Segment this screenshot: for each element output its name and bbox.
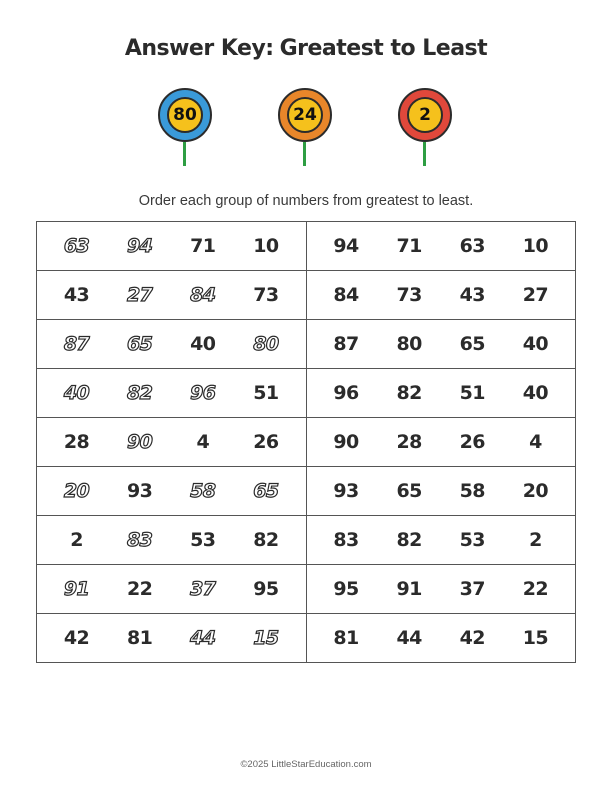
answer-number: 80 xyxy=(396,333,422,355)
answer-number: 95 xyxy=(333,578,359,600)
answer-cell xyxy=(306,418,576,467)
answer-number: 53 xyxy=(459,529,486,551)
problem-number: 2 xyxy=(70,529,83,551)
table-row xyxy=(37,222,576,271)
title-prefix: Answer Key: xyxy=(124,36,274,61)
flower-icon xyxy=(398,88,452,168)
problem-number: 37 xyxy=(190,578,216,600)
answer-number: 81 xyxy=(333,627,359,649)
problem-cell xyxy=(37,418,307,467)
problem-cell xyxy=(37,565,307,614)
flower-stem xyxy=(303,142,306,166)
answer-number: 26 xyxy=(459,431,486,453)
table-row xyxy=(37,369,576,418)
answer-number: 42 xyxy=(459,627,486,649)
problem-number: 44 xyxy=(190,627,216,649)
flower-icon xyxy=(158,88,212,168)
problem-number: 81 xyxy=(126,627,153,649)
answer-number: 43 xyxy=(459,284,486,306)
answer-cell xyxy=(306,369,576,418)
answer-cell xyxy=(306,467,576,516)
instructions: Order each group of numbers from greatest to least. xyxy=(138,193,474,209)
answer-number: 71 xyxy=(396,235,422,257)
problem-number: 26 xyxy=(253,431,279,453)
problem-number: 65 xyxy=(253,480,279,502)
problem-cell xyxy=(37,222,307,271)
problem-number: 40 xyxy=(190,333,216,355)
flower-number: 80 xyxy=(173,105,197,125)
problem-number: 71 xyxy=(190,235,216,257)
answer-cell xyxy=(306,516,576,565)
answer-number: 65 xyxy=(459,333,486,355)
table-row xyxy=(37,418,576,467)
flower-illustrations xyxy=(0,88,612,168)
answer-cell xyxy=(306,320,576,369)
answer-number: 84 xyxy=(333,284,359,306)
problem-cell xyxy=(37,614,307,663)
answer-cell xyxy=(306,222,576,271)
problem-number: 58 xyxy=(190,480,216,502)
answer-cell xyxy=(306,614,576,663)
problem-number: 96 xyxy=(190,382,216,404)
problem-number: 4 xyxy=(196,431,210,453)
answer-number: 82 xyxy=(396,529,422,551)
problem-cell xyxy=(37,516,307,565)
answer-table xyxy=(36,221,576,663)
answer-number: 90 xyxy=(333,431,359,453)
flower-number: 24 xyxy=(293,105,317,125)
problem-number: 73 xyxy=(253,284,279,306)
table-row xyxy=(37,565,576,614)
problem-number: 40 xyxy=(63,382,90,404)
problem-number: 93 xyxy=(126,480,153,502)
answer-number: 20 xyxy=(522,480,549,502)
answer-number: 73 xyxy=(396,284,422,306)
answer-number: 87 xyxy=(333,333,359,355)
problem-number: 22 xyxy=(126,578,153,600)
problem-number: 53 xyxy=(190,529,216,551)
answer-number: 83 xyxy=(333,529,359,551)
problem-number: 51 xyxy=(253,382,279,404)
answer-number: 37 xyxy=(459,578,486,600)
answer-number: 28 xyxy=(396,431,422,453)
problem-number: 82 xyxy=(253,529,279,551)
answer-number: 27 xyxy=(522,284,549,306)
table-row xyxy=(37,320,576,369)
problem-number: 94 xyxy=(126,235,153,257)
answer-number: 40 xyxy=(522,382,549,404)
problem-number: 15 xyxy=(253,627,279,649)
problem-cell xyxy=(37,369,307,418)
answer-cell xyxy=(306,271,576,320)
answer-number: 15 xyxy=(522,627,549,649)
answer-number: 40 xyxy=(522,333,549,355)
answer-number: 65 xyxy=(396,480,422,502)
answer-number: 93 xyxy=(333,480,359,502)
title-main: Greatest to Least xyxy=(279,36,488,61)
answer-number: 58 xyxy=(459,480,486,502)
answer-number: 4 xyxy=(529,431,542,453)
problem-number: 84 xyxy=(190,284,216,306)
problem-number: 10 xyxy=(253,235,279,257)
problem-number: 43 xyxy=(63,284,90,306)
answer-number: 82 xyxy=(396,382,422,404)
problem-number: 65 xyxy=(126,333,153,355)
table-row xyxy=(37,271,576,320)
flower-icon xyxy=(278,88,332,168)
answer-number: 44 xyxy=(396,627,422,649)
answer-number: 63 xyxy=(459,235,486,257)
answer-number: 10 xyxy=(522,235,549,257)
problem-number: 20 xyxy=(63,480,90,502)
answer-number: 94 xyxy=(333,235,359,257)
answer-cell xyxy=(306,565,576,614)
problem-number: 27 xyxy=(126,284,153,306)
answer-number: 51 xyxy=(459,382,486,404)
table-row xyxy=(37,516,576,565)
problem-number: 63 xyxy=(63,235,90,257)
answer-number: 22 xyxy=(522,578,549,600)
table-row xyxy=(37,614,576,663)
problem-cell xyxy=(37,467,307,516)
flower-stem xyxy=(423,142,426,166)
problem-cell xyxy=(37,271,307,320)
problem-number: 82 xyxy=(126,382,153,404)
flower-number: 2 xyxy=(419,105,431,125)
problem-number: 90 xyxy=(126,431,153,453)
problem-number: 80 xyxy=(253,333,279,355)
answer-number: 2 xyxy=(529,529,542,551)
page-title xyxy=(0,36,612,61)
answer-number: 96 xyxy=(333,382,359,404)
problem-number: 95 xyxy=(253,578,279,600)
problem-number: 91 xyxy=(63,578,90,600)
problem-number: 83 xyxy=(126,529,153,551)
footer-copyright: ©2025 LittleStarEducation.com xyxy=(240,759,372,770)
answer-number: 91 xyxy=(396,578,422,600)
problem-number: 87 xyxy=(63,333,90,355)
problem-number: 42 xyxy=(63,627,90,649)
table-row xyxy=(37,467,576,516)
problem-number: 28 xyxy=(63,431,90,453)
problem-cell xyxy=(37,320,307,369)
flower-stem xyxy=(183,142,186,166)
